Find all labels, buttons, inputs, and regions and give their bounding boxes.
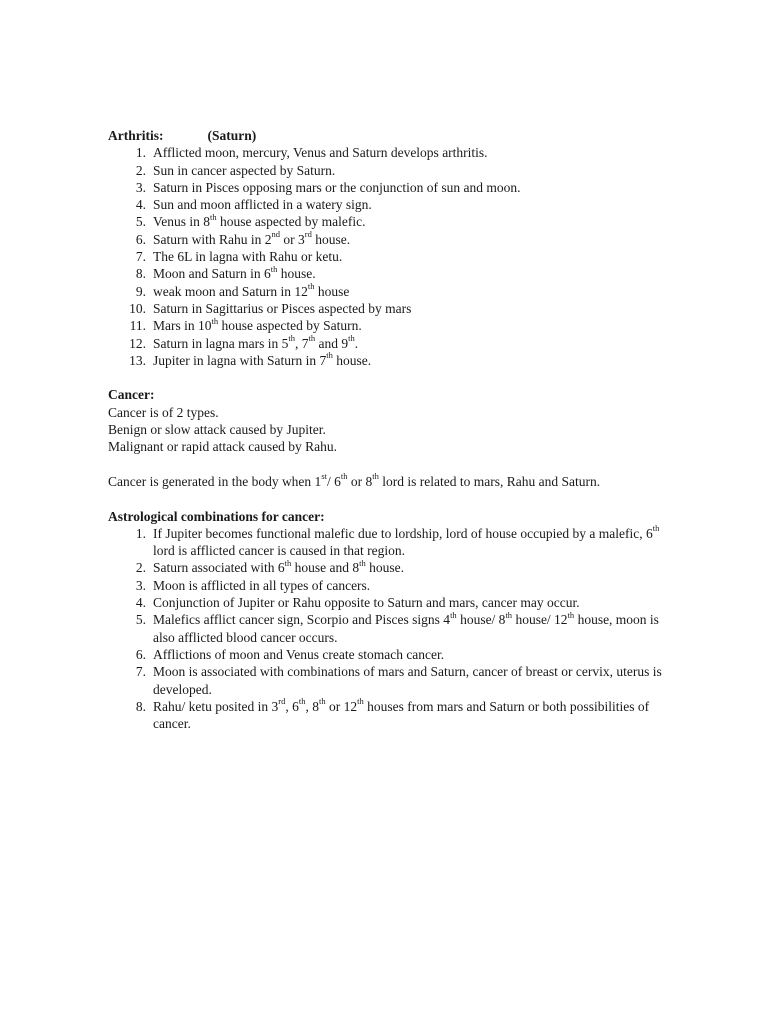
list-item-text	[153, 578, 370, 593]
cancer-heading: Cancer:	[108, 387, 155, 403]
text-run: .	[354, 335, 359, 351]
ordinal-suffix: th	[210, 211, 217, 222]
text-run: Cancer is generated in the body when 1	[108, 473, 322, 489]
text-run: houses from mars and Saturn or both possibilities of cancer.	[153, 698, 650, 732]
text-run: , 8	[305, 698, 319, 714]
cancer-types-line: Cancer is of 2 types.	[108, 404, 219, 420]
list-item-number: 1.	[135, 525, 146, 541]
ordinal-suffix: th	[340, 471, 348, 482]
list-item-text	[153, 281, 350, 299]
list-item-number: 12.	[129, 335, 146, 351]
text-run: or 8	[347, 473, 373, 489]
text-run: Afflicted moon, mercury, Venus and Saturn develops arthritis.	[153, 145, 488, 161]
text-run: house.	[277, 266, 316, 282]
text-run: house, moon is also afflicted blood cancer occurs.	[153, 612, 659, 645]
ordinal-suffix: th	[326, 350, 333, 361]
list-item	[108, 248, 668, 265]
text-run: lord is afflicted cancer is caused in that region.	[153, 543, 406, 559]
list-item-text	[153, 211, 366, 230]
list-item-text	[153, 263, 316, 282]
list-item-number: 8.	[135, 266, 146, 282]
text-run: If Jupiter becomes functional malefic due to lordship, lord of house occupied by a malefic, 6	[153, 525, 653, 541]
text-run: Mars in 10	[153, 318, 212, 334]
text-run: lord is related to mars, Rahu and Saturn.	[378, 473, 601, 489]
list-item-text	[153, 315, 362, 334]
ordinal-suffix: rd	[278, 696, 286, 707]
ordinal-suffix: th	[372, 471, 379, 482]
list-item	[108, 663, 668, 698]
ordinal-suffix: th	[450, 609, 457, 620]
list-item-text	[153, 647, 444, 662]
text-run: Venus in 8	[153, 214, 210, 230]
arthritis-list	[108, 144, 668, 369]
text-run: house/ 8	[456, 612, 506, 628]
text-run: , 6	[285, 698, 299, 714]
list-item	[108, 577, 668, 594]
list-item-number: 6.	[135, 646, 146, 662]
list-item-number: 8.	[135, 698, 146, 714]
arthritis-heading	[108, 127, 668, 144]
text-run: Malefics afflict cancer sign, Scorpio and Pisces signs 4	[153, 612, 451, 628]
ordinal-suffix: th	[652, 523, 660, 534]
text-run: Sun in cancer aspected by Saturn.	[153, 162, 336, 178]
list-item-number: 4.	[135, 197, 146, 213]
list-item-text	[153, 557, 404, 576]
text-run: Saturn in lagna mars in 5	[153, 335, 289, 351]
list-item	[108, 594, 668, 611]
ordinal-suffix: rd	[304, 229, 312, 240]
list-item	[108, 646, 668, 663]
list-item-number: 11.	[129, 318, 146, 334]
ordinal-suffix: th	[270, 263, 278, 274]
list-item-text	[153, 664, 662, 696]
list-item-number: 3.	[135, 179, 146, 195]
text-run: Moon is associated with combinations of mars and Saturn, cancer of breast or cervix, uterus is developed.	[153, 664, 662, 697]
list-item-number: 2.	[135, 560, 146, 576]
combinations-list	[108, 525, 668, 733]
text-run: Saturn with Rahu in 2	[153, 231, 272, 247]
list-item-text	[153, 301, 411, 316]
list-item-text	[153, 696, 650, 732]
text-run: Conjunction of Jupiter or Rahu opposite to Saturn and mars, cancer may occur.	[153, 595, 580, 611]
list-item-text	[153, 229, 351, 247]
arthritis-title: Arthritis:	[108, 128, 164, 143]
list-item	[108, 559, 668, 576]
text-run: Saturn in Pisces opposing mars or the conjunction of sun and moon.	[153, 179, 521, 195]
list-item	[108, 144, 668, 161]
ordinal-suffix: th	[298, 696, 306, 707]
ordinal-suffix: th	[308, 333, 316, 344]
text-run: or 3	[280, 231, 305, 247]
ordinal-suffix: st	[321, 471, 327, 482]
list-item-text	[153, 249, 342, 264]
list-item-text	[153, 145, 488, 160]
list-item-number: 5.	[135, 612, 146, 628]
text-run: house aspected by Saturn.	[218, 318, 362, 334]
text-run: / 6	[326, 473, 341, 489]
ordinal-suffix: th	[359, 557, 366, 568]
list-item	[108, 265, 668, 282]
ordinal-suffix: th	[357, 696, 364, 707]
document-content	[108, 127, 668, 732]
text-run: Moon and Saturn in 6	[153, 266, 271, 282]
text-run: house and 8	[291, 560, 360, 576]
text-run: , 7	[294, 335, 309, 351]
list-item-number: 5.	[135, 214, 146, 230]
text-run: weak moon and Saturn in 12	[153, 283, 308, 299]
list-item	[108, 317, 668, 334]
cancer-generated-paragraph	[108, 473, 668, 490]
ordinal-suffix: th	[288, 333, 295, 344]
list-item	[108, 162, 668, 179]
list-item-number: 13.	[129, 352, 146, 368]
ordinal-suffix: th	[348, 333, 355, 344]
list-item-number: 3.	[135, 577, 146, 593]
ordinal-suffix: th	[318, 696, 326, 707]
ordinal-suffix: th	[284, 557, 292, 568]
text-run: house.	[311, 231, 351, 247]
text-run: house.	[365, 560, 404, 576]
ordinal-suffix: th	[505, 609, 513, 620]
text-run: Saturn in Sagittarius or Pisces aspected by mars	[153, 300, 412, 316]
list-item	[108, 283, 668, 300]
list-item	[108, 525, 668, 560]
list-item	[108, 231, 668, 248]
list-item	[108, 300, 668, 317]
ordinal-suffix: th	[211, 315, 219, 326]
combinations-heading: Astrological combinations for cancer:	[108, 508, 325, 524]
list-item	[108, 213, 668, 230]
text-run: house	[314, 283, 350, 299]
text-run: house.	[332, 352, 372, 368]
arthritis-planet: (Saturn)	[207, 128, 257, 143]
list-item-number: 7.	[135, 249, 146, 265]
ordinal-suffix: nd	[271, 229, 280, 240]
list-item	[108, 698, 668, 733]
cancer-malignant-line: Malignant or rapid attack caused by Rahu.	[108, 439, 338, 455]
list-item-text	[153, 180, 520, 195]
list-item-text	[153, 523, 660, 559]
list-item	[108, 352, 668, 369]
text-run: Sun and moon afflicted in a watery sign.	[153, 197, 372, 213]
text-run: The 6L in lagna with Rahu or ketu.	[153, 249, 343, 265]
list-item-number: 2.	[135, 162, 146, 178]
text-run: Afflictions of moon and Venus create stomach cancer.	[153, 646, 445, 662]
text-run: house aspected by malefic.	[216, 214, 366, 230]
ordinal-suffix: th	[567, 609, 575, 620]
list-item-number: 10.	[129, 300, 146, 316]
list-item-number: 4.	[135, 595, 146, 611]
text-run: Saturn associated with 6	[153, 560, 285, 576]
ordinal-suffix: th	[307, 281, 315, 292]
list-item-text	[153, 163, 335, 178]
list-item-text	[153, 595, 580, 610]
list-item-number: 1.	[135, 145, 146, 161]
cancer-benign-line: Benign or slow attack caused by Jupiter.	[108, 422, 326, 438]
list-item-text	[153, 333, 359, 351]
list-item-text	[153, 197, 372, 212]
text-run: or 12	[325, 698, 358, 714]
list-item-text	[153, 350, 372, 368]
list-item	[108, 179, 668, 196]
list-item-number: 9.	[135, 283, 146, 299]
list-item-number: 7.	[135, 664, 146, 680]
list-item	[108, 196, 668, 213]
text-run: house/ 12	[512, 612, 568, 628]
text-run: Rahu/ ketu posited in 3	[153, 698, 279, 714]
text-run: and 9	[315, 335, 349, 351]
text-run: Jupiter in lagna with Saturn in 7	[153, 352, 327, 368]
list-item-text	[153, 609, 659, 645]
list-item	[108, 335, 668, 352]
text-run: Moon is afflicted in all types of cancers.	[153, 577, 371, 593]
list-item-number: 6.	[135, 231, 146, 247]
list-item	[108, 611, 668, 646]
